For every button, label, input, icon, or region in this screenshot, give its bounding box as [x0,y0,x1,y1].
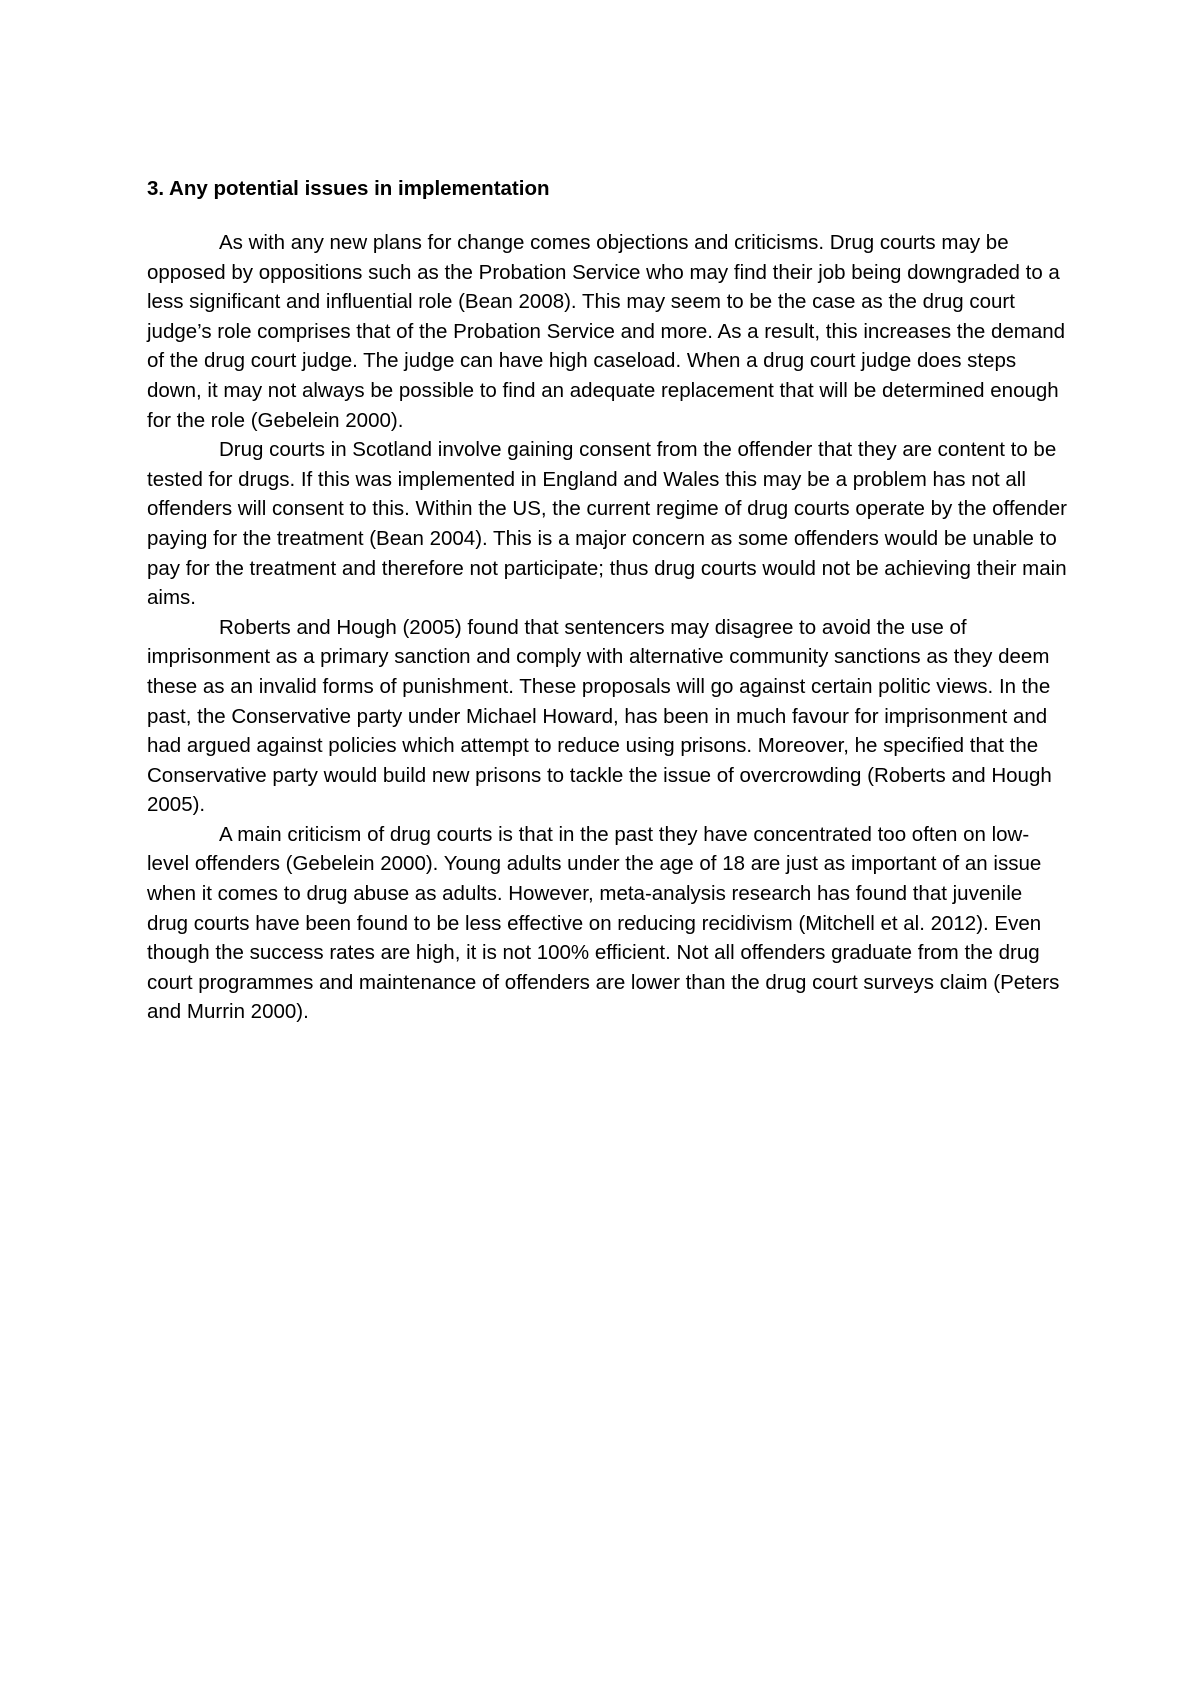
paragraph-2: Drug courts in Scotland involve gaining consent from the offender that they are content to be tested for drugs. If this was implemented in England and Wales this may be a problem has not all offenders will consent to this. Within the US, the current regime of drug courts operate by the offender paying for the treatment (Bean 2004). This is a major concern as some offenders would be unable to pay for the treatment and therefore not participate; thus drug courts would not be achieving their main aims. [147,438,1067,610]
section-heading: 3. Any potential issues in implementation [147,177,550,200]
paragraph-3: Roberts and Hough (2005) found that sentencers may disagree to avoid the use of imprisonment as a primary sanction and comply with alternative community sanctions as they deem these as an invalid forms of punishment. These proposals will go against certain politic views. In the past, the Conservative party under Michael Howard, has been in much favour for imprisonment and had argued against policies which attempt to reduce using prisons. Moreover, he specified that the Conservative party would build new prisons to tackle the issue of overcrowding (Roberts and Hough 2005). [147,615,1052,817]
document-body [147,174,1067,1027]
paragraph-1: As with any new plans for change comes objections and criticisms. Drug courts may be opposed by oppositions such as the Probation Service who may find their job being downgraded to a less significant and influential role (Bean 2008). This may seem to be the case as the drug court judge’s role comprises that of the Probation Service and more. As a result, this increases the demand of the drug court judge. The judge can have high caseload. When a drug court judge does steps down, it may not always be possible to find an adequate replacement that will be determined enough for the role (Gebelein 2000). [147,231,1066,432]
paragraph-4: A main criticism of drug courts is that in the past they have concentrated too often on low-level offenders (Gebelein 2000). Young adults under the age of 18 are just as important of an issue when it comes to drug abuse as adults. However, meta-analysis research has found that juvenile drug courts have been found to be less effective on reducing recidivism (Mitchell et al. 2012). Even though the success rates are high, it is not 100% efficient. Not all offenders graduate from the drug court programmes and maintenance of offenders are lower than the drug court surveys claim (Peters and Murrin 2000). [147,822,1060,1024]
